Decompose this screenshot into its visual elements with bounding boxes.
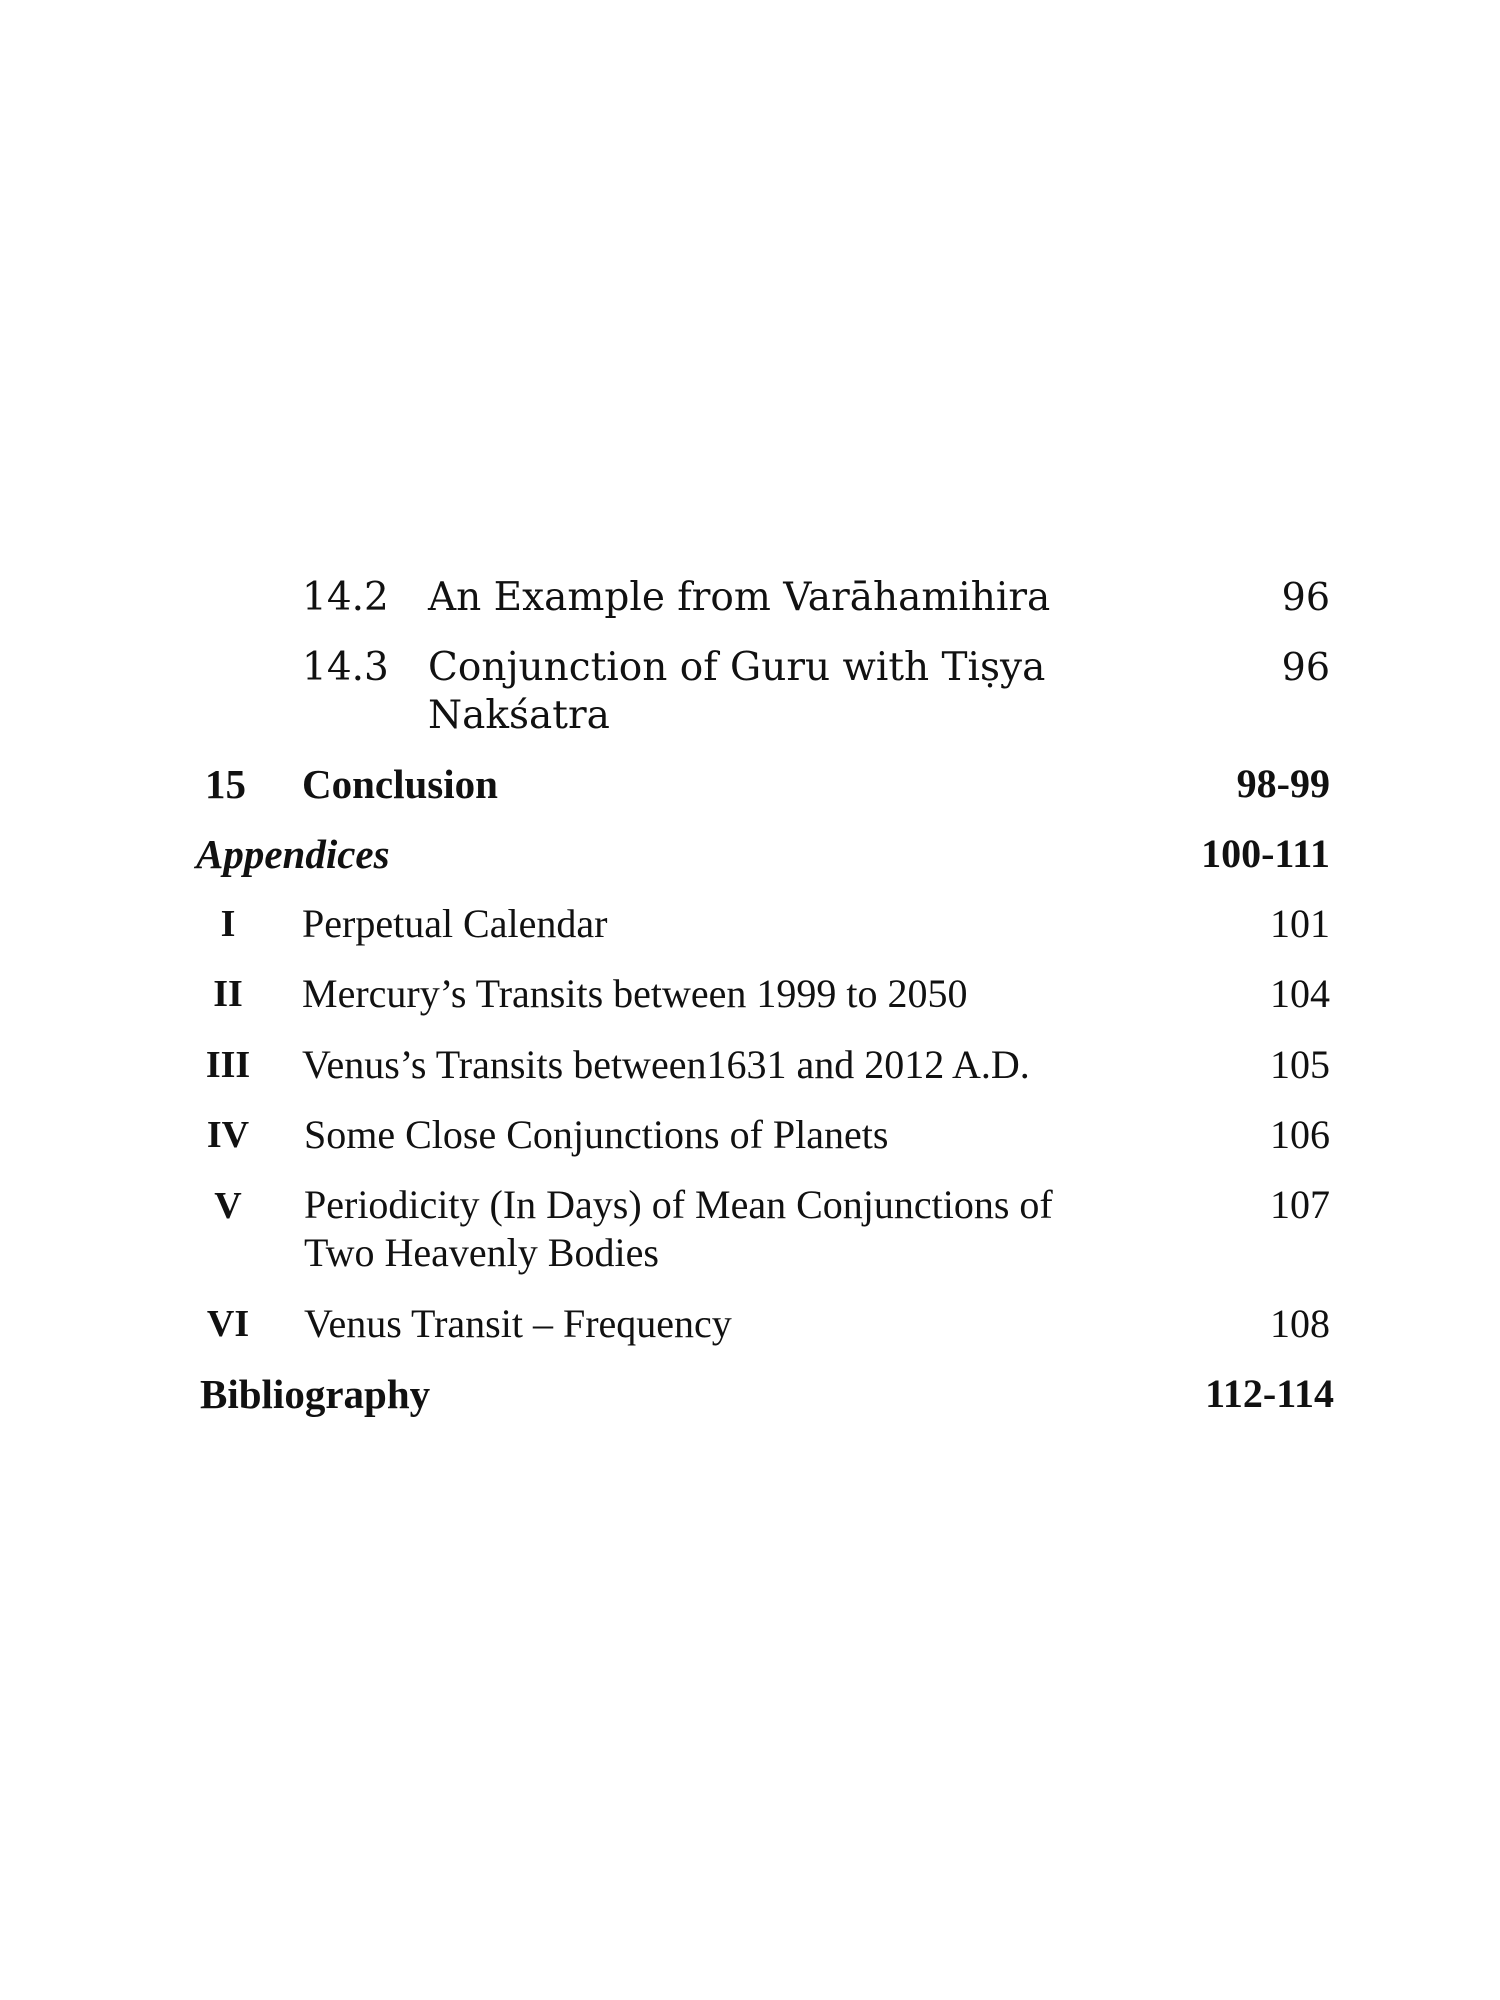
appendix-iv-title: Some Close Conjunctions of Planets bbox=[304, 1112, 889, 1157]
entry-14-2-page: 96 bbox=[1281, 575, 1330, 619]
appendix-vi-number: VI bbox=[206, 1303, 250, 1345]
entry-14-3-title-line2: Nakśatra bbox=[428, 693, 610, 738]
chapter-15-number: 15 bbox=[205, 761, 246, 807]
entry-14-2-number: 14.2 bbox=[302, 575, 389, 620]
appendices-heading: Appendices bbox=[196, 831, 390, 877]
appendix-vi-page: 108 bbox=[1270, 1301, 1330, 1346]
bibliography-page: 112-114 bbox=[1205, 1371, 1334, 1416]
appendix-iii-number: III bbox=[205, 1044, 251, 1086]
bibliography-heading: Bibliography bbox=[200, 1371, 431, 1417]
appendix-iii-title: Venus’s Transits between1631 and 2012 A.D. bbox=[302, 1042, 1030, 1087]
entry-14-3-number: 14.3 bbox=[302, 645, 389, 690]
appendix-iv-number: IV bbox=[206, 1114, 250, 1156]
appendix-ii-title: Mercury’s Transits between 1999 to 2050 bbox=[302, 971, 968, 1016]
appendices-page: 100-111 bbox=[1201, 831, 1330, 876]
chapter-15-title: Conclusion bbox=[302, 761, 498, 807]
appendix-v-title-line2: Two Heavenly Bodies bbox=[304, 1230, 659, 1275]
appendix-i-title: Perpetual Calendar bbox=[302, 901, 608, 946]
appendix-v-number: V bbox=[214, 1185, 242, 1227]
chapter-15-page: 98-99 bbox=[1236, 761, 1330, 806]
appendix-vi-title: Venus Transit – Frequency bbox=[304, 1301, 732, 1346]
entry-14-3-page: 96 bbox=[1281, 645, 1330, 689]
entry-14-3-title-line1: Conjunction of Guru with Tiṣya bbox=[428, 645, 1046, 690]
appendix-i-number: I bbox=[220, 903, 236, 945]
appendix-ii-page: 104 bbox=[1270, 971, 1330, 1016]
appendix-v-page: 107 bbox=[1270, 1182, 1330, 1227]
entry-14-2-title: An Example from Varāhamihira bbox=[428, 575, 1051, 620]
appendix-iii-page: 105 bbox=[1270, 1042, 1330, 1087]
appendix-iv-page: 106 bbox=[1270, 1112, 1330, 1157]
appendix-ii-number: II bbox=[213, 973, 243, 1015]
appendix-v-title-line1: Periodicity (In Days) of Mean Conjunctions of bbox=[304, 1182, 1053, 1227]
appendix-i-page: 101 bbox=[1270, 901, 1330, 946]
